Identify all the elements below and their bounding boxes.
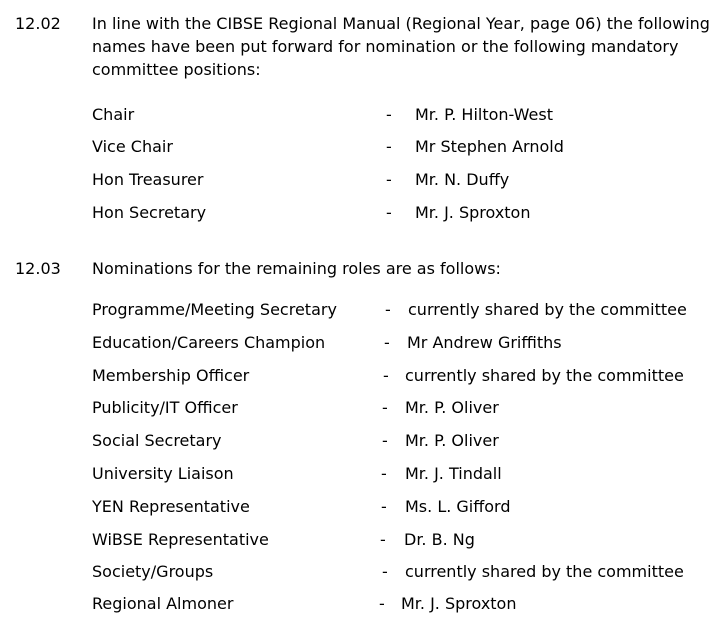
role-programme-meeting-secretary: Programme/Meeting Secretary	[92, 300, 337, 319]
nominee-publicity-it-officer: Mr. P. Oliver	[405, 398, 499, 417]
role-membership-officer: Membership Officer	[92, 366, 250, 385]
dash: -	[381, 497, 387, 516]
nominee-vice-chair: Mr Stephen Arnold	[415, 137, 564, 156]
dash: -	[380, 530, 386, 549]
role-vice-chair: Vice Chair	[92, 137, 173, 156]
section-number-1203: 12.03	[15, 259, 61, 278]
role-education-careers-champion: Education/Careers Champion	[92, 333, 326, 352]
role-yen-representative: YEN Representative	[92, 497, 250, 516]
role-hon-treasurer: Hon Treasurer	[92, 170, 204, 189]
dash: -	[386, 105, 392, 124]
dash: -	[386, 170, 392, 189]
nominee-programme-meeting-secretary: currently shared by the committee	[408, 300, 687, 319]
role-wibse-representative: WiBSE Representative	[92, 530, 269, 549]
nominee-society-groups: currently shared by the committee	[405, 562, 684, 581]
dash: -	[383, 366, 389, 385]
dash: -	[384, 333, 390, 352]
nominee-social-secretary: Mr. P. Oliver	[405, 431, 499, 450]
nominee-wibse-representative: Dr. B. Ng	[404, 530, 475, 549]
dash: -	[382, 398, 388, 417]
nominee-membership-officer: currently shared by the committee	[405, 366, 684, 385]
nominee-regional-almoner: Mr. J. Sproxton	[401, 594, 517, 613]
intro-line-2: names have been put forward for nomination or the following mandatory	[92, 37, 679, 56]
role-university-liaison: University Liaison	[92, 464, 234, 483]
nominee-education-careers-champion: Mr Andrew Griffiths	[407, 333, 562, 352]
dash: -	[386, 203, 392, 222]
nominee-chair: Mr. P. Hilton-West	[415, 105, 553, 124]
role-chair: Chair	[92, 105, 135, 124]
nominee-yen-representative: Ms. L. Gifford	[405, 497, 511, 516]
dash: -	[379, 594, 385, 613]
dash: -	[382, 562, 388, 581]
dash: -	[382, 431, 388, 450]
nominee-university-liaison: Mr. J. Tindall	[405, 464, 502, 483]
intro-line-3: committee positions:	[92, 60, 261, 79]
role-publicity-it-officer: Publicity/IT Officer	[92, 398, 238, 417]
section-1203-intro: Nominations for the remaining roles are as follows:	[92, 259, 501, 278]
role-hon-secretary: Hon Secretary	[92, 203, 207, 222]
dash: -	[386, 137, 392, 156]
section-number-1202: 12.02	[15, 14, 61, 33]
dash: -	[381, 464, 387, 483]
nominee-hon-treasurer: Mr. N. Duffy	[415, 170, 510, 189]
role-society-groups: Society/Groups	[92, 562, 214, 581]
role-social-secretary: Social Secretary	[92, 431, 222, 450]
nominee-hon-secretary: Mr. J. Sproxton	[415, 203, 531, 222]
role-regional-almoner: Regional Almoner	[92, 594, 234, 613]
intro-line-1: In line with the CIBSE Regional Manual (Regional Year, page 06) the following	[92, 14, 710, 33]
dash: -	[385, 300, 391, 319]
